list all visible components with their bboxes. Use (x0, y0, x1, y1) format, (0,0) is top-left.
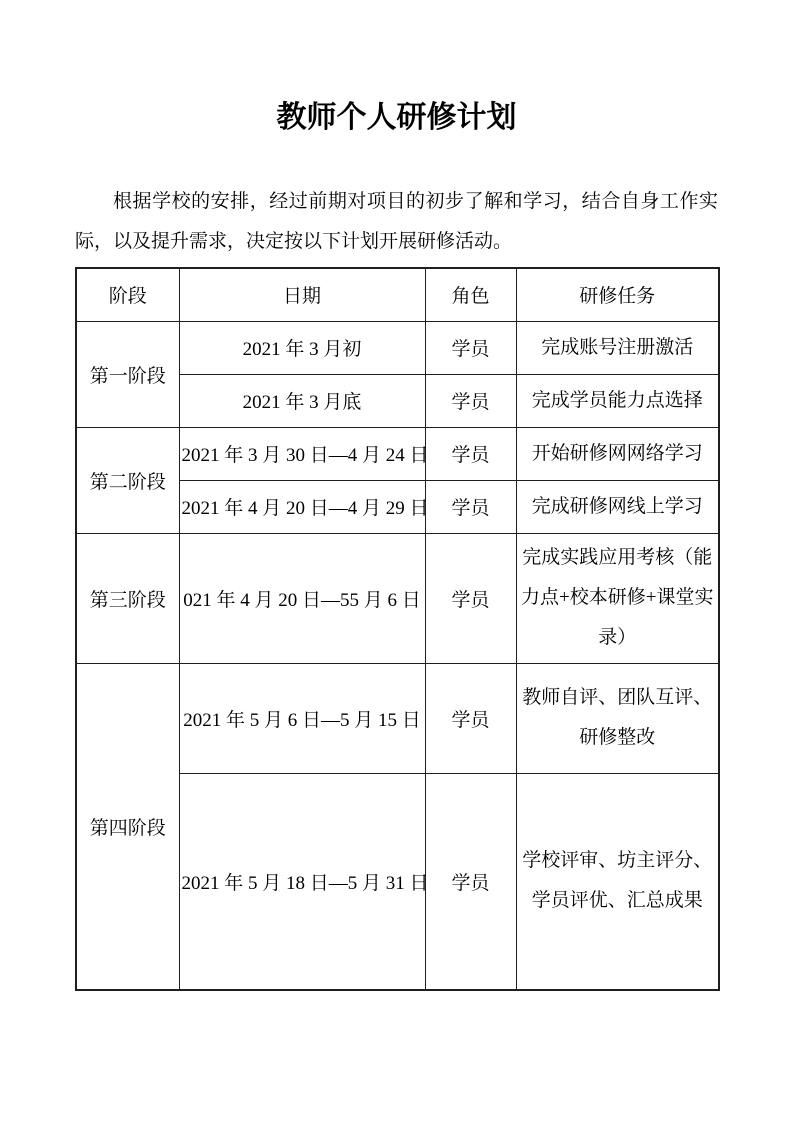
cell-task: 教师自评、团队互评、研修整改 (516, 663, 719, 773)
table-row (76, 533, 719, 663)
cell-role: 学员 (425, 773, 516, 990)
cell-role: 学员 (425, 374, 516, 427)
column-header-stage: 阶段 (76, 268, 179, 321)
cell-date: 2021 年 5 月 6 日—5 月 15 日 (179, 663, 425, 773)
column-header-task: 研修任务 (516, 268, 719, 321)
column-header-date: 日期 (179, 268, 425, 321)
cell-role: 学员 (425, 427, 516, 480)
cell-date: 021 年 4 月 20 日—55 月 6 日 (179, 533, 425, 663)
training-plan-table (75, 267, 720, 991)
column-header-role: 角色 (425, 268, 516, 321)
cell-role: 学员 (425, 321, 516, 374)
table-row (76, 427, 719, 480)
cell-stage-1: 第一阶段 (76, 321, 179, 427)
table-row (76, 321, 719, 374)
document-title: 教师个人研修计划 (276, 101, 517, 134)
cell-task: 完成学员能力点选择 (516, 374, 719, 427)
cell-task: 完成实践应用考核（能力点+校本研修+课堂实录） (516, 533, 719, 663)
cell-date: 2021 年 5 月 18 日—5 月 31 日 (179, 773, 425, 990)
cell-role: 学员 (425, 533, 516, 663)
table-header-row (76, 268, 719, 321)
cell-date: 2021 年 3 月底 (179, 374, 425, 427)
cell-date: 2021 年 3 月 30 日—4 月 24 日 (179, 427, 425, 480)
cell-task: 完成研修网线上学习 (516, 480, 719, 533)
cell-stage-4: 第四阶段 (76, 663, 179, 990)
cell-role: 学员 (425, 663, 516, 773)
cell-date: 2021 年 4 月 20 日—4 月 29 日 (179, 480, 425, 533)
cell-task: 学校评审、坊主评分、学员评优、汇总成果 (516, 773, 719, 990)
cell-date: 2021 年 3 月初 (179, 321, 425, 374)
cell-role: 学员 (425, 480, 516, 533)
cell-stage-3: 第三阶段 (76, 533, 179, 663)
intro-paragraph: 根据学校的安排，经过前期对项目的初步了解和学习，结合自身工作实际，以及提升需求，决定按以下计划开展研修活动。 (75, 191, 718, 252)
cell-task: 完成账号注册激活 (516, 321, 719, 374)
table-row (76, 663, 719, 773)
cell-task: 开始研修网网络学习 (516, 427, 719, 480)
cell-stage-2: 第二阶段 (76, 427, 179, 533)
